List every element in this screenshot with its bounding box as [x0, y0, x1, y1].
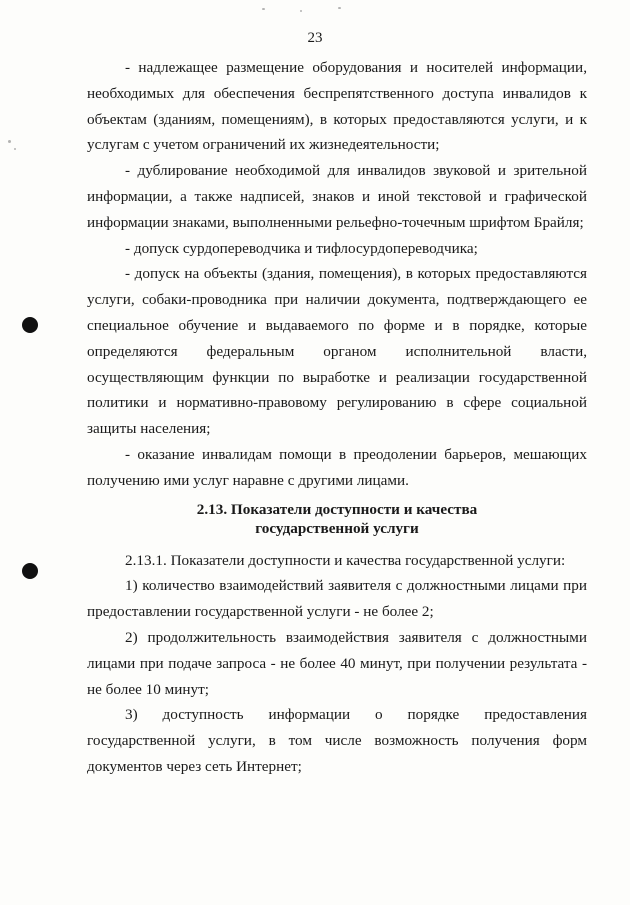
section-heading-line2: государственной услуги: [255, 519, 419, 537]
paragraph: - надлежащее размещение оборудования и носителей информации, необходимых для обеспечения беспрепятственного доступа инвалидов к объектам (зданиям, помещениям), в которых предоставляются услуги, и к услугам с учетом ограничений их жизнедеятельности;: [87, 59, 587, 154]
scan-speck: [300, 10, 302, 12]
punch-hole-lower: [22, 563, 38, 579]
paragraph: 2) продолжительность взаимодействия заявителя с должностными лицами при подаче запроса - не более 40 минут, при получении результата - не более 10 минут;: [87, 628, 587, 698]
document-body: [87, 55, 587, 780]
scan-speck: [338, 7, 341, 9]
section-heading: [87, 500, 587, 538]
paragraph: - допуск сурдопереводчика и тифлосурдопереводчика;: [125, 239, 478, 257]
paragraph: 3) доступность информации о порядке предоставления государственной услуги, в том числе возможность получения форм документов через сеть Интернет;: [87, 706, 587, 775]
scan-speck: [262, 8, 265, 10]
scan-speck: [14, 148, 16, 150]
paragraph: - дублирование необходимой для инвалидов звуковой и зрительной информации, а также надписей, знаков и иной текстовой и графической информации знаками, выполненными рельефно-точечным шрифтом Брайля;: [87, 162, 587, 231]
scan-speck: [8, 140, 11, 143]
paragraph: 1) количество взаимодействий заявителя с должностными лицами при предоставлении государственной услуги - не более 2;: [87, 577, 587, 621]
page-number: 23: [307, 30, 323, 46]
punch-hole-upper: [22, 317, 38, 333]
paragraph: - оказание инвалидам помощи в преодолении барьеров, мешающих получению ими услуг наравне с другими лицами.: [87, 445, 587, 489]
paragraph: - допуск на объекты (здания, помещения), в которых предоставляются услуги, собаки-проводника при наличии документа, подтверждающего ее специальное обучение и выдаваемого по форме и в порядке, которые определяются федеральным органом исполнительной власти, осуществляющим функции по выработке и реализации государственной политики и нормативно-правовому регулированию в сфере социальной защиты населения;: [87, 265, 587, 438]
section-heading-line1: 2.13. Показатели доступности и качества: [196, 500, 478, 518]
paragraph: 2.13.1. Показатели доступности и качества государственной услуги:: [125, 551, 566, 569]
